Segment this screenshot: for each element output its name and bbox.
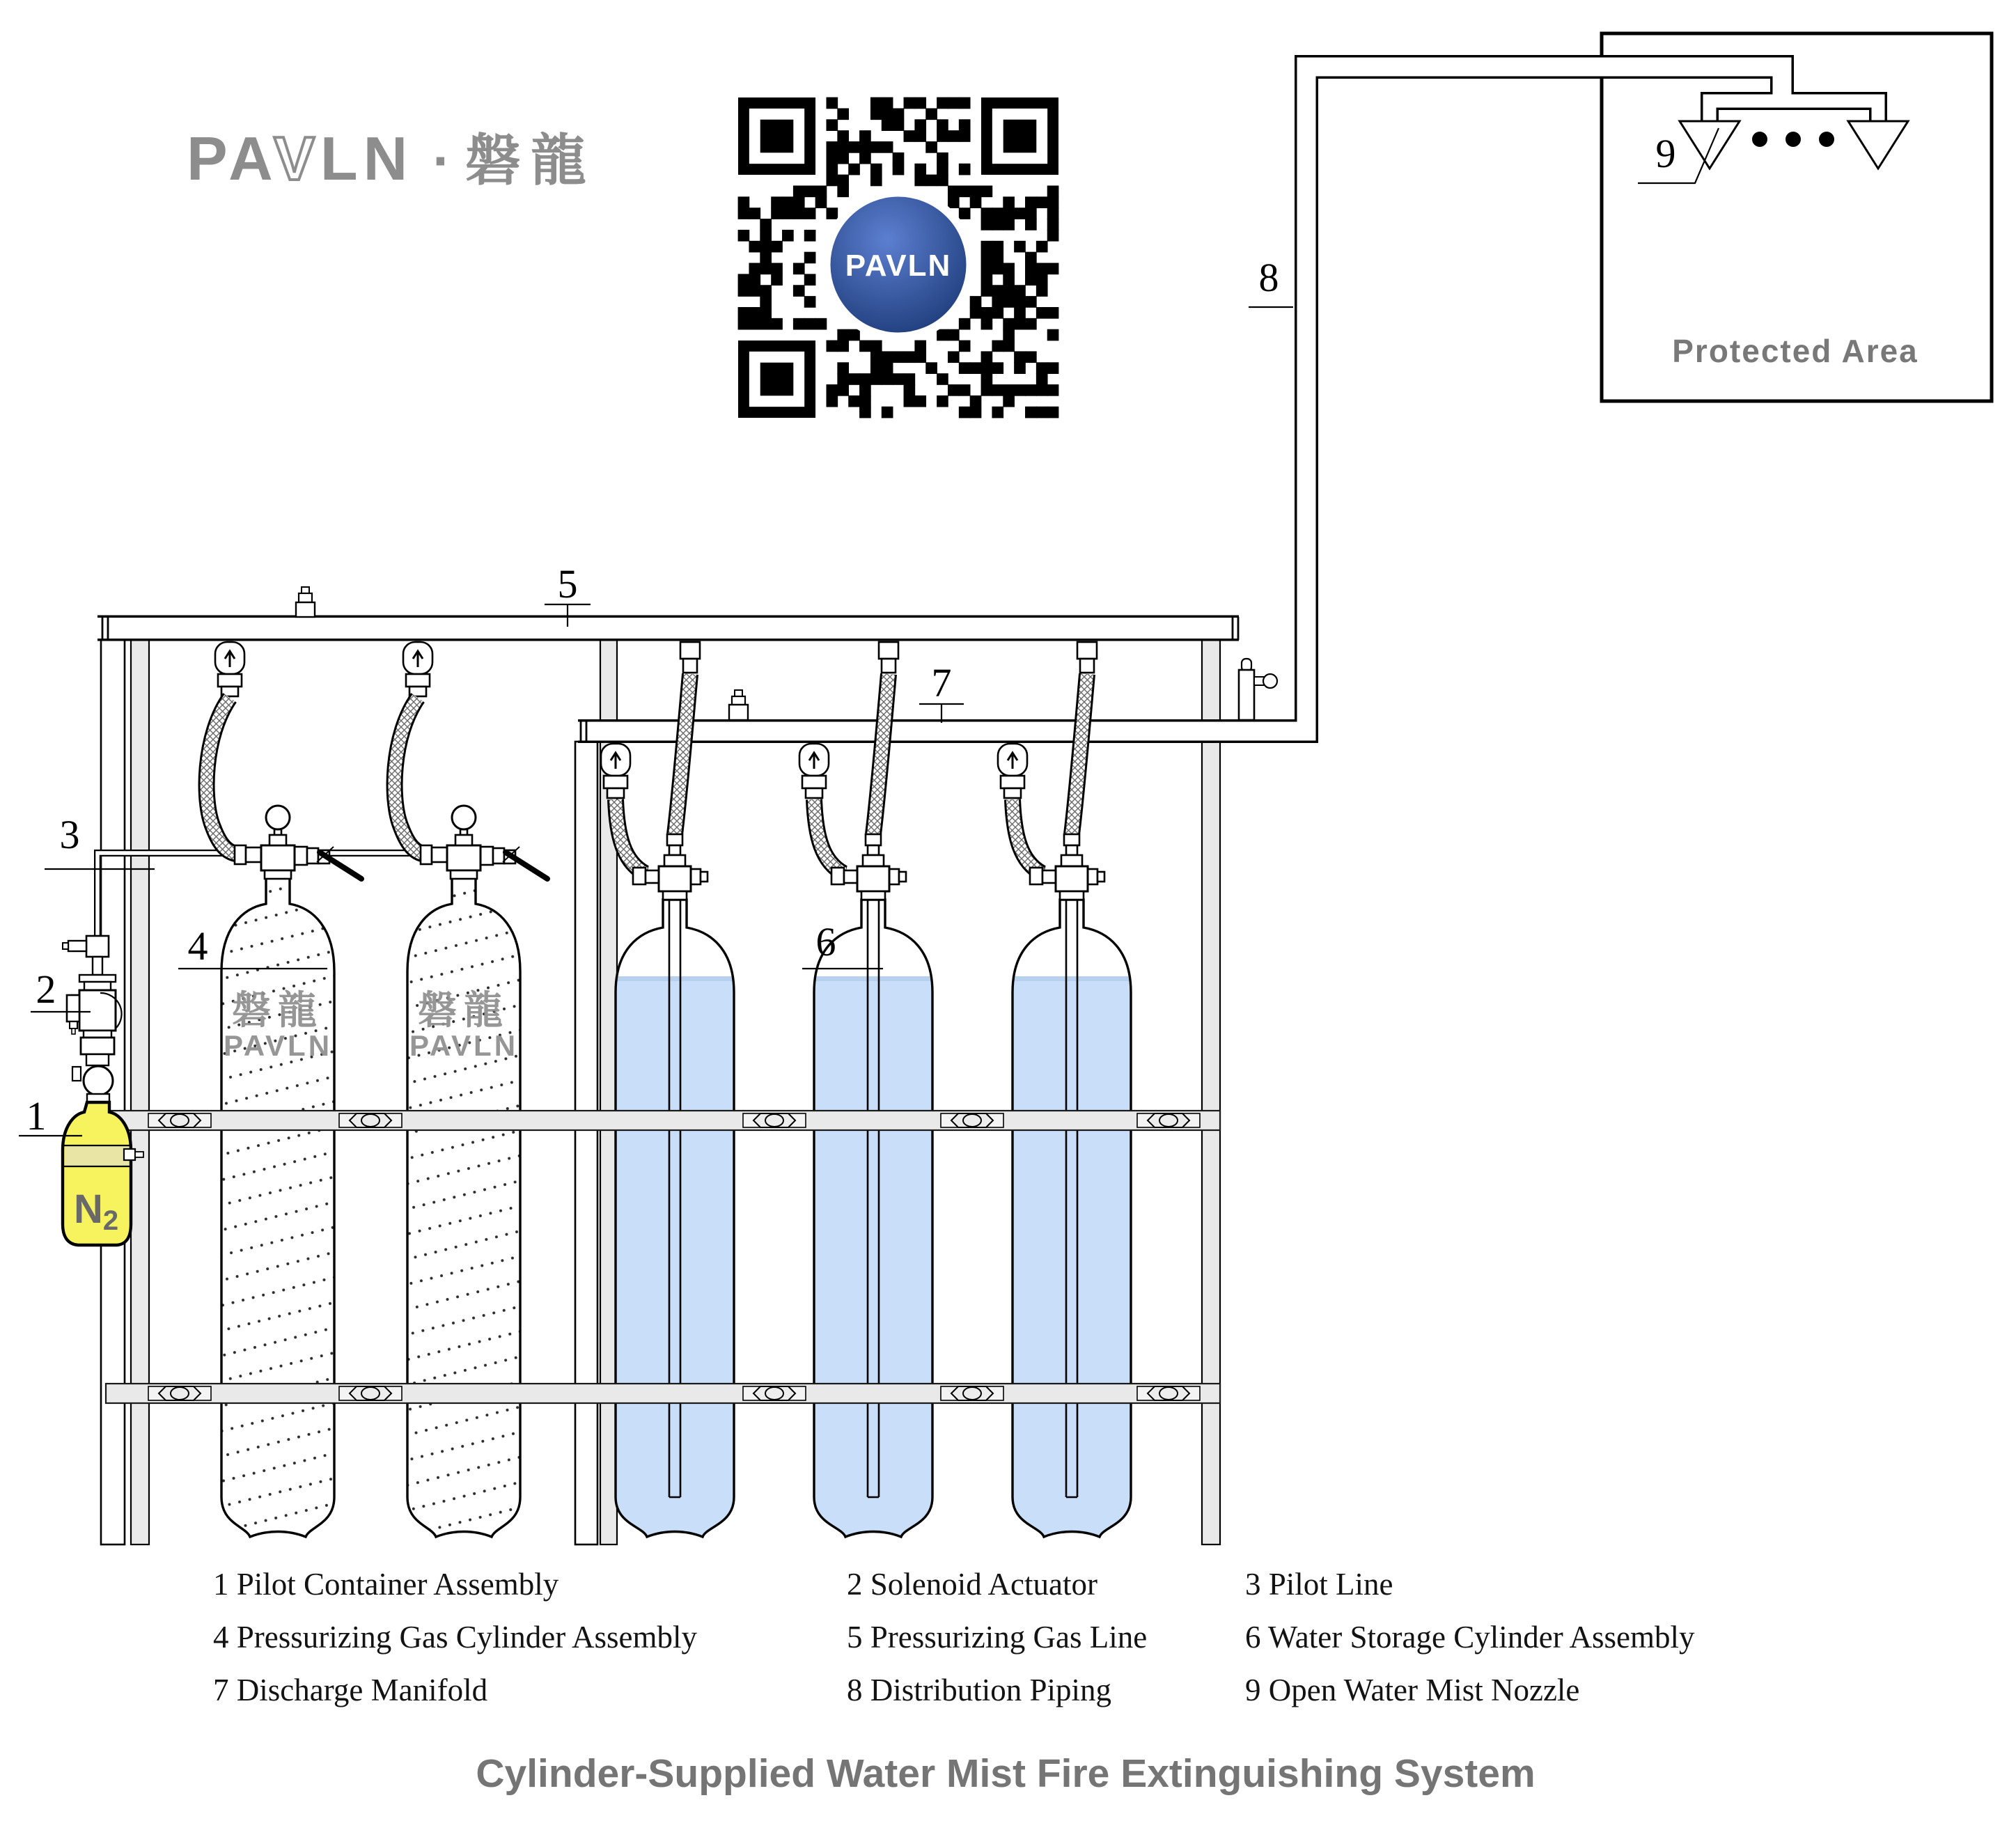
rail-clamp: [1137, 1113, 1200, 1127]
legend: [213, 1567, 1695, 1707]
qr-code: [738, 97, 1059, 419]
callout-4: 4: [187, 923, 208, 969]
rack-post-middle-outer: [575, 742, 597, 1544]
water-cylinder-valve: [633, 834, 708, 900]
cylinder-watermark-latin: PAVLN: [409, 1029, 519, 1062]
rail-clamp: [148, 1113, 211, 1127]
water-cylinder-valve: [831, 834, 906, 900]
diagram-title: Cylinder-Supplied Water Mist Fire Extinguishing System: [476, 1751, 1536, 1796]
gas-feed-fitting: [879, 642, 898, 673]
callout-3: 3: [59, 812, 80, 857]
legend-item-1: 1 Pilot Container Assembly: [213, 1567, 559, 1602]
legend-item-7: 7 Discharge Manifold: [213, 1673, 488, 1707]
callout-6: 6: [815, 919, 836, 964]
check-valve: [998, 744, 1027, 798]
pressure-gauge-icon: [452, 806, 476, 829]
legend-item-2: 2 Solenoid Actuator: [847, 1567, 1097, 1602]
gas-cylinder-valve: [421, 806, 547, 879]
rail-clamp: [148, 1386, 211, 1400]
rack-rail-lower: [106, 1384, 1220, 1403]
water-storage-cylinder: [1013, 900, 1131, 1542]
protected-area: [1602, 33, 1992, 401]
manifold-relief-valve: [729, 690, 748, 720]
rail-clamp: [941, 1113, 1003, 1127]
qr-center-label: PAVLN: [845, 249, 952, 283]
gas-feed-fitting: [1077, 642, 1097, 673]
pressurizing-gas-cylinder: [407, 876, 520, 1537]
callout-8: 8: [1258, 255, 1279, 300]
tee-fitting: [86, 936, 109, 957]
rail-clamp: [941, 1386, 1003, 1400]
check-valve: [799, 744, 829, 798]
water-cylinder-valve: [1030, 834, 1104, 900]
riser-safety-valve: [1239, 659, 1277, 720]
legend-item-9: 9 Open Water Mist Nozzle: [1245, 1673, 1580, 1707]
callout-2: 2: [36, 967, 56, 1012]
solenoid-body: [79, 990, 116, 1031]
rail-clamp: [339, 1386, 402, 1400]
tee-plug-tip: [63, 943, 68, 949]
check-valve: [215, 642, 244, 696]
gas-cylinder-valve: [235, 806, 361, 879]
ball-tab: [72, 1067, 81, 1081]
pressurizing-gas-cylinder: [221, 876, 334, 1537]
pavln-logo: PAVLN ·磐龍: [187, 124, 596, 193]
valve-lever: [506, 852, 547, 879]
n2-gas-label: N2: [74, 1187, 119, 1236]
cylinder-bank: [221, 876, 1131, 1542]
tee-tube: [93, 957, 102, 975]
protected-area-label: Protected Area: [1672, 333, 1919, 369]
rack-rail-upper: [106, 1111, 1220, 1130]
ellipsis-dot: [1752, 132, 1767, 147]
rack-post-left-inner: [131, 639, 149, 1544]
tee-plug: [68, 941, 86, 951]
rail-clamp: [1137, 1386, 1200, 1400]
check-valve: [403, 642, 432, 696]
band-clamp: [124, 1149, 135, 1160]
ellipsis-dot: [1819, 132, 1834, 147]
callout-1: 1: [26, 1093, 47, 1139]
ellipsis-dot: [1786, 132, 1801, 147]
water-storage-cylinder: [814, 900, 932, 1542]
cylinder-watermark-cjk: 磐龍: [418, 988, 510, 1032]
callout-7: 7: [931, 660, 952, 705]
legend-item-6: 6 Water Storage Cylinder Assembly: [1245, 1620, 1695, 1655]
band-clamp-pin: [135, 1152, 143, 1157]
callout-9: 9: [1655, 131, 1676, 176]
rack-post-right: [1202, 639, 1220, 1544]
cylinder-watermark-latin: PAVLN: [223, 1029, 333, 1062]
branding: [187, 97, 1058, 419]
bottle-band: [65, 1145, 129, 1166]
legend-item-3: 3 Pilot Line: [1245, 1567, 1393, 1602]
water-storage-cylinder: [616, 900, 734, 1542]
legend-item-5: 5 Pressurizing Gas Line: [847, 1620, 1148, 1655]
cylinder-watermark-cjk: 磐龍: [232, 988, 324, 1032]
rail-clamp: [743, 1386, 806, 1400]
solenoid-coil: [67, 995, 79, 1022]
pressure-gauge-icon: [266, 806, 290, 829]
legend-item-4: 4 Pressurizing Gas Cylinder Assembly: [213, 1620, 697, 1655]
rail-clamp: [743, 1113, 806, 1127]
gas-line-relief-valve: [296, 587, 315, 617]
valve-nut: [81, 1038, 114, 1054]
rail-clamp: [339, 1113, 402, 1127]
ball-fitting: [84, 1066, 113, 1095]
gas-feed-fitting: [680, 642, 700, 673]
legend-item-8: 8 Distribution Piping: [847, 1673, 1112, 1707]
callout-5: 5: [557, 561, 578, 607]
